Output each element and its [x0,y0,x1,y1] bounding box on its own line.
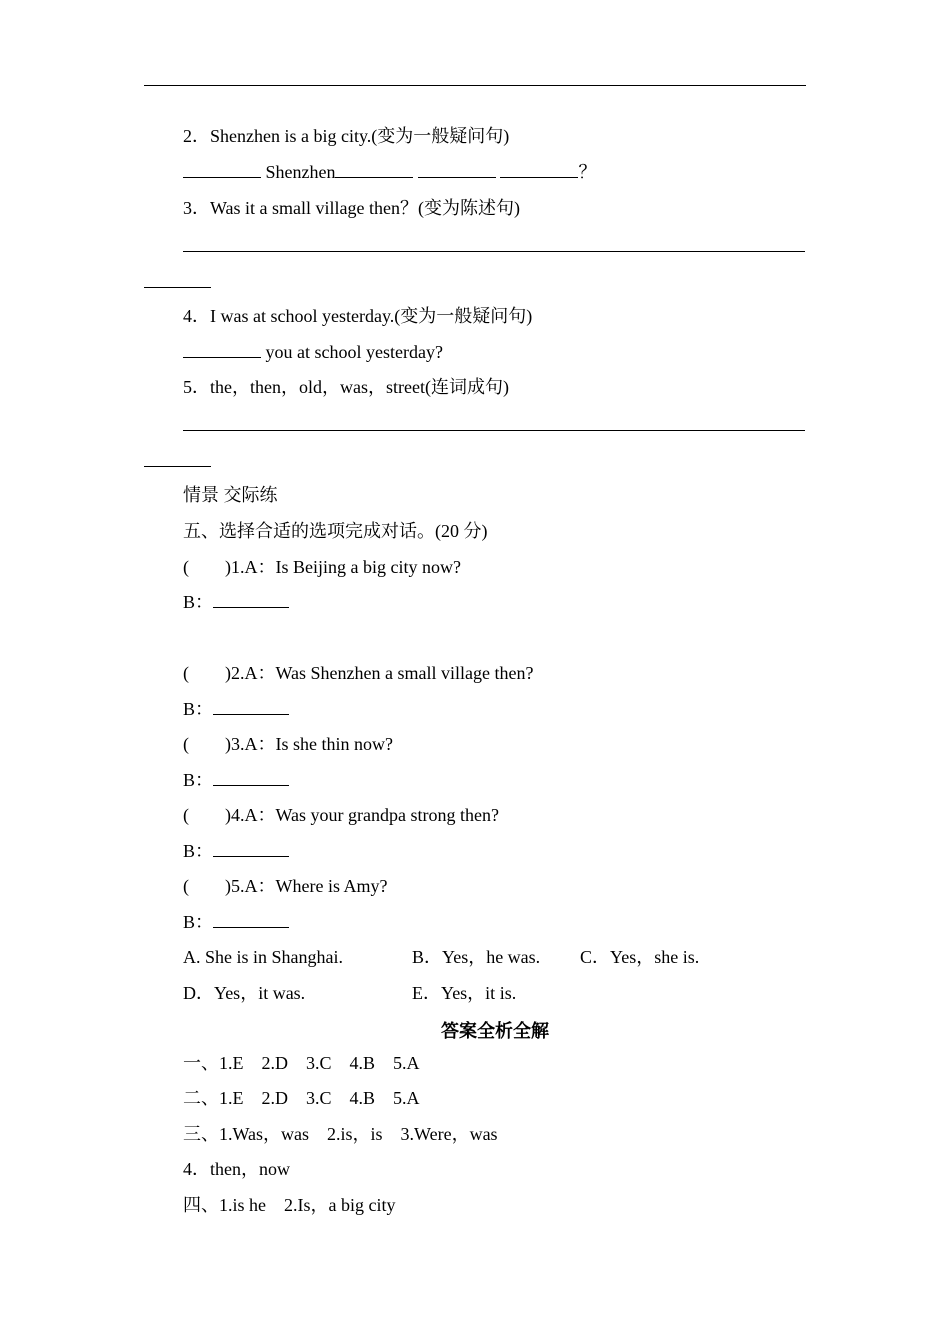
answer-line-1: 一、1.E 2.D 3.C 4.B 5.A [183,1053,420,1073]
dialog-2-question: ( )2.A：Was Shenzhen a small village then? [183,663,534,683]
question-3: 3．Was it a small village then？(变为陈述句) [183,198,520,218]
question-4-blanks: you at school yesterday? [183,341,443,363]
blank [213,591,289,608]
answer-line-5: 四、1.is he 2.Is，a big city [183,1195,396,1215]
blank [213,698,289,715]
question-5: 5．the，then，old，was，street(连词成句) [183,377,509,397]
option-d: D．Yes，it was. [183,983,306,1003]
question-4: 4．I was at school yesterday.(变为一般疑问句) [183,306,533,326]
scene-title: 情景 交际练 [183,485,278,505]
question-2-blanks: Shenzhen ？ [183,161,596,183]
dialog-4-answer: B： [183,840,289,862]
answer-line-5a [183,430,805,431]
blank [418,161,496,178]
option-a: A. She is in Shanghai. [183,947,343,967]
top-rule [144,85,806,86]
option-e: E．Yes，it is. [412,983,517,1003]
answer-line-3a [183,251,805,252]
blank [213,840,289,857]
blank [335,161,413,178]
dialog-3-answer: B： [183,769,289,791]
section-5-heading: 五、选择合适的选项完成对话。(20 分) [183,521,488,541]
answer-line-3: 三、1.Was，was 2.is，is 3.Were，was [183,1124,498,1144]
answers-title: 答案全析全解 [441,1021,549,1041]
answer-line-2: 二、1.E 2.D 3.C 4.B 5.A [183,1088,420,1108]
blank [213,911,289,928]
answer-line-3b [144,287,211,288]
dialog-5-question: ( )5.A：Where is Amy? [183,876,388,896]
blank [500,161,578,178]
question-2: 2．Shenzhen is a big city.(变为一般疑问句) [183,126,510,146]
option-c: C．Yes，she is. [580,947,700,967]
blank [183,341,261,358]
option-b: B．Yes，he was. [412,947,541,967]
dialog-1-question: ( )1.A：Is Beijing a big city now? [183,557,461,577]
dialog-4-question: ( )4.A：Was your grandpa strong then? [183,805,499,825]
dialog-1-answer: B： [183,591,289,613]
dialog-2-answer: B： [183,698,289,720]
blank [213,769,289,786]
dialog-5-answer: B： [183,911,289,933]
answer-line-4: 4．then，now [183,1159,290,1179]
answer-line-5b [144,466,211,467]
blank [183,161,261,178]
dialog-3-question: ( )3.A：Is she thin now? [183,734,393,754]
